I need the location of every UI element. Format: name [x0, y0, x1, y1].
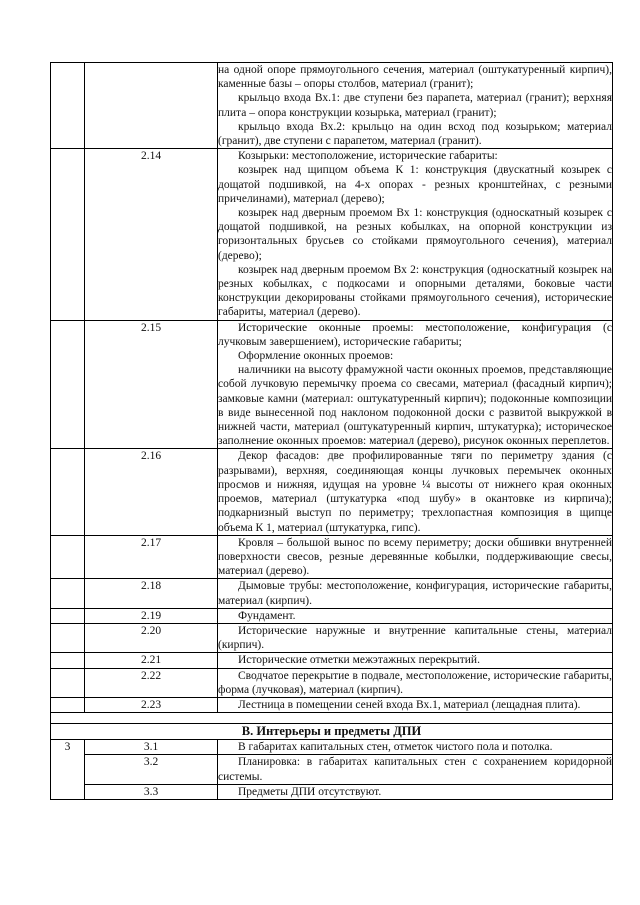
- table-row: [51, 697, 613, 712]
- group-cell: [51, 608, 85, 623]
- item-description: [218, 668, 613, 697]
- paragraph: Кровля – большой вынос по всему периметру; доски обшивки внутренней поверхности свесов, резные деревянные кобылки, поддерживающие свесы, материал (дерево).: [218, 536, 612, 578]
- item-number: 2.17: [85, 535, 218, 579]
- paragraph: Исторические отметки межэтажных перекрытий.: [238, 654, 480, 667]
- paragraph: крыльцо входа Вх.1: две ступени без парапета, материал (гранит); верхняя плита – опора конструкции козырька, материал (гранит);: [218, 92, 612, 119]
- group-number: 3: [51, 740, 85, 800]
- paragraph: Лестница в помещении сеней входа Вх.1, материал (лещадная плита).: [238, 698, 581, 711]
- table-row: [51, 623, 613, 652]
- paragraph: Фундамент.: [238, 609, 296, 622]
- item-description: [218, 755, 613, 784]
- group-cell: [51, 623, 85, 652]
- paragraph: Предметы ДПИ отсутствуют.: [238, 785, 382, 798]
- item-number: 2.21: [85, 653, 218, 668]
- group-cell: [51, 697, 85, 712]
- paragraph: козырек над щипцом объема К 1: конструкция (двускатный козырек с дощатой подшивкой, на 4-х опорах - резных кронштейнах, с резными причелинами), материал (дерево);: [218, 164, 612, 205]
- paragraph: Декор фасадов: две профилированные тяги по периметру здания (с разрывами), верхняя, соединяющая концы лучковых перемычек оконных просмов и нижняя, идущая на уровне ¼ высоты от нижнего края оконных проемов, материал (штукатурка «под шубу» в окантовке из кирпича); подкарнизный выступ по периметру; трехлопастная композиция в щипце объема К 1, материал (штукатурка, гипс).: [218, 450, 612, 534]
- group-cell: [51, 668, 85, 697]
- item-number: 3.2: [85, 755, 218, 784]
- table-row: [51, 579, 613, 608]
- table-row-continuation: [51, 63, 613, 149]
- item-number: 2.14: [85, 149, 218, 320]
- item-number: 3.1: [85, 740, 218, 755]
- group-cell: [51, 653, 85, 668]
- item-description: [218, 535, 613, 579]
- paragraph: Исторические наружные и внутренние капитальные стены, материал (кирпич).: [218, 624, 612, 652]
- item-description: [218, 63, 613, 149]
- paragraph: Сводчатое перекрытие в подвале, местоположение, исторические габариты, форма (лучковая), материал (кирпич).: [218, 669, 612, 696]
- item-number: 2.23: [85, 697, 218, 712]
- table-row: [51, 653, 613, 668]
- group-cell: [51, 535, 85, 579]
- item-description: [218, 149, 613, 320]
- table-row: [51, 535, 613, 579]
- item-description: [218, 623, 613, 652]
- paragraph: В габаритах капитальных стен, отметок чистого пола и потолка.: [238, 741, 553, 754]
- item-description: [218, 579, 613, 608]
- group-cell: [51, 149, 85, 320]
- paragraph: Планировка: в габаритах капитальных стен с сохранением коридорной системы.: [218, 756, 612, 783]
- section-gap: [51, 713, 613, 724]
- item-description: [218, 653, 613, 668]
- group-cell: [51, 579, 85, 608]
- item-number: 2.20: [85, 623, 218, 652]
- item-number: 2.22: [85, 668, 218, 697]
- paragraph: Исторические оконные проемы: местоположение, конфигурация (с лучковым завершением), исторические габариты;: [218, 321, 612, 348]
- paragraph: Оформление оконных проемов:: [238, 350, 394, 363]
- section-heading: В. Интерьеры и предметы ДПИ: [51, 724, 613, 740]
- table-row: [51, 668, 613, 697]
- item-description: [218, 449, 613, 535]
- paragraph: Козырьки: местоположение, исторические габариты:: [238, 150, 498, 163]
- paragraph: на одной опоре прямоугольного сечения, материал (оштукатуренный кирпич), каменные базы – опоры столбов, материал (гранит);: [218, 64, 612, 91]
- item-description: [218, 608, 613, 623]
- table-row: [51, 608, 613, 623]
- table-row: [51, 755, 613, 784]
- item-number: 2.18: [85, 579, 218, 608]
- table-row: [51, 149, 613, 320]
- item-description: [218, 740, 613, 755]
- item-number: 3.3: [85, 784, 218, 799]
- section-heading-row: [51, 724, 613, 740]
- paragraph: наличники на высоту фрамужной части оконных проемов, представляющие собой лучковую перемычку проема со свесами, материал (фасадный кирпич); замковые камни (материал: оштукатуренный кирпич); подоконные композиции в виде вынесенной под наклоном подоконной доски с развитой выкружкой в нижней части, материал (оштукатуренный кирпич, штукатурка); историческое заполнение оконных проемов: материал (дерево), рисунок оконных переплетов.: [218, 364, 612, 448]
- item-description: [218, 320, 613, 449]
- paragraph: крыльцо входа Вх.2: крыльцо на один всход под козырьком; материал (гранит), две ступени с парапетом, материал (гранит).: [218, 120, 612, 148]
- item-description: [218, 784, 613, 799]
- table-row: [51, 784, 613, 799]
- item-description: [218, 697, 613, 712]
- table-row: [51, 740, 613, 755]
- paragraph: козырек над дверным проемом Вх 2: конструкция (односкатный козырек на резных кобылках, с подкосами и опорными деталями, боковые части конструкции декорированы стойками прямоугольного сечения), исторические габариты, материал (дерево).: [218, 263, 612, 319]
- paragraph: Дымовые трубы: местоположение, конфигурация, исторические габариты, материал (кирпич).: [218, 580, 612, 607]
- heritage-items-table: [50, 62, 613, 800]
- item-number: 2.16: [85, 449, 218, 535]
- item-number: 2.19: [85, 608, 218, 623]
- group-cell: [51, 449, 85, 535]
- document-page: [50, 62, 612, 800]
- group-cell: [51, 320, 85, 449]
- item-number: 2.15: [85, 320, 218, 449]
- table-row: [51, 320, 613, 449]
- table-row: [51, 449, 613, 535]
- paragraph: козырек над дверным проемом Вх 1: конструкция (односкатный козырек с дощатой подшивкой, на резных кобылках, на опорной конструкции из горизонтальных брусьев со стойками прямоугольного сечения), материал (дерево);: [218, 207, 612, 262]
